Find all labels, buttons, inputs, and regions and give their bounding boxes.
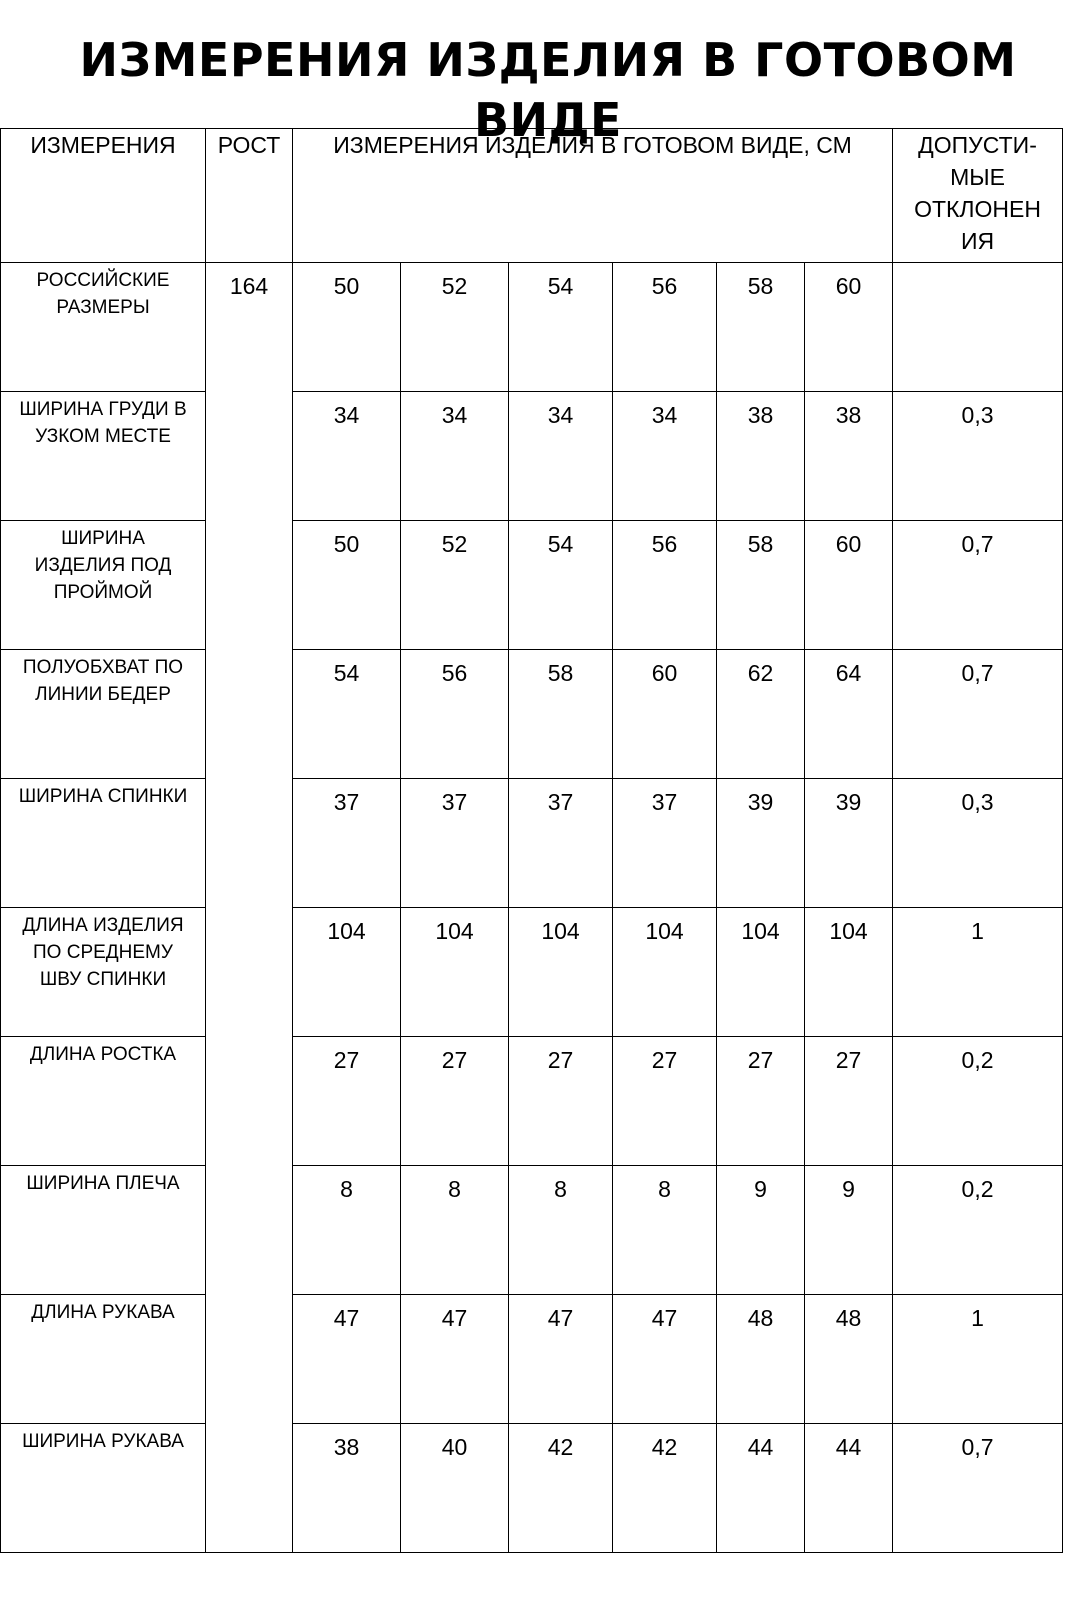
size-value: 39 [717, 779, 805, 908]
size-value: 54 [509, 521, 613, 650]
measurement-label [1, 1295, 206, 1424]
size-value: 37 [401, 779, 509, 908]
table-row [1, 263, 1063, 392]
measurement-label [1, 908, 206, 1037]
height-value: 164 [206, 263, 293, 1553]
size-value: 56 [401, 650, 509, 779]
header-measurements: ИЗМЕРЕНИЯ [1, 129, 206, 263]
size-value: 27 [401, 1037, 509, 1166]
measurement-label [1, 1037, 206, 1166]
size-value: 9 [805, 1166, 893, 1295]
size-value: 48 [805, 1295, 893, 1424]
header-deviation [893, 129, 1063, 263]
header-finished-measurements: ИЗМЕРЕНИЯ ИЗДЕЛИЯ В ГОТОВОМ ВИДЕ, СМ [293, 129, 893, 263]
size-value: 52 [401, 521, 509, 650]
size-value: 47 [401, 1295, 509, 1424]
header-row [1, 129, 1063, 263]
measurement-label-line: ПОЛУОБХВАТ ПО [22, 657, 184, 678]
size-value: 60 [805, 263, 893, 392]
size-value: 44 [717, 1424, 805, 1553]
size-value: 40 [401, 1424, 509, 1553]
size-table [0, 128, 1063, 1553]
size-value: 52 [401, 263, 509, 392]
tolerance-value [893, 263, 1063, 392]
size-value: 104 [613, 908, 717, 1037]
measurement-label [1, 1166, 206, 1295]
tolerance-value: 1 [893, 1295, 1063, 1424]
size-value: 104 [401, 908, 509, 1037]
size-value: 34 [509, 392, 613, 521]
size-value: 58 [717, 263, 805, 392]
size-value: 58 [509, 650, 613, 779]
size-value: 60 [613, 650, 717, 779]
header-deviation-line: МЫЕ [950, 164, 1005, 190]
size-value: 48 [717, 1295, 805, 1424]
size-value: 56 [613, 521, 717, 650]
table-row [1, 908, 1063, 1037]
tolerance-value: 0,7 [893, 521, 1063, 650]
size-value: 54 [509, 263, 613, 392]
tolerance-value: 0,2 [893, 1166, 1063, 1295]
measurement-label-line: ДЛИНА РУКАВА [31, 1302, 175, 1323]
size-value: 27 [293, 1037, 401, 1166]
tolerance-value: 0,7 [893, 1424, 1063, 1553]
size-value: 8 [509, 1166, 613, 1295]
tolerance-value: 0,7 [893, 650, 1063, 779]
size-value: 39 [805, 779, 893, 908]
measurement-label-line: ПО СРЕДНЕМУ [33, 942, 173, 963]
measurement-label [1, 650, 206, 779]
table-row [1, 1037, 1063, 1166]
size-value: 104 [293, 908, 401, 1037]
table-row [1, 521, 1063, 650]
table-row [1, 1166, 1063, 1295]
size-value: 104 [509, 908, 613, 1037]
size-value: 42 [613, 1424, 717, 1553]
tolerance-value: 0,3 [893, 392, 1063, 521]
size-value: 42 [509, 1424, 613, 1553]
measurement-label-line: ШИРИНА ПЛЕЧА [26, 1173, 180, 1194]
size-value: 47 [613, 1295, 717, 1424]
size-value: 58 [717, 521, 805, 650]
size-value: 37 [293, 779, 401, 908]
table-row [1, 1424, 1063, 1553]
measurement-label-line: УЗКОМ МЕСТЕ [35, 426, 171, 447]
size-value: 64 [805, 650, 893, 779]
measurement-label-line: ПРОЙМОЙ [53, 582, 153, 603]
measurement-label-line: ШВУ СПИНКИ [39, 969, 167, 990]
size-value: 104 [717, 908, 805, 1037]
header-deviation-line: ДОПУСТИ- [918, 132, 1037, 158]
table-row [1, 779, 1063, 908]
size-value: 38 [805, 392, 893, 521]
size-value: 27 [509, 1037, 613, 1166]
size-value: 34 [401, 392, 509, 521]
size-value: 62 [717, 650, 805, 779]
measurement-label-line: ШИРИНА ГРУДИ В [19, 399, 187, 420]
size-value: 9 [717, 1166, 805, 1295]
measurement-label-line: ДЛИНА ИЗДЕЛИЯ [22, 915, 184, 936]
measurement-label-line: ИЗДЕЛИЯ ПОД [34, 555, 172, 576]
measurement-label-line: ДЛИНА РОСТКА [29, 1044, 177, 1065]
table-row [1, 1295, 1063, 1424]
size-value: 8 [293, 1166, 401, 1295]
measurement-label [1, 521, 206, 650]
size-value: 37 [509, 779, 613, 908]
size-value: 54 [293, 650, 401, 779]
tolerance-value: 0,3 [893, 779, 1063, 908]
size-value: 50 [293, 521, 401, 650]
size-value: 8 [401, 1166, 509, 1295]
measurement-label-line: РОССИЙСКИЕ [36, 270, 170, 291]
size-value: 60 [805, 521, 893, 650]
size-value: 27 [613, 1037, 717, 1166]
measurement-label [1, 779, 206, 908]
tolerance-value: 0,2 [893, 1037, 1063, 1166]
size-value: 56 [613, 263, 717, 392]
measurement-label-line: РАЗМЕРЫ [56, 297, 150, 318]
size-value: 34 [293, 392, 401, 521]
size-value: 37 [613, 779, 717, 908]
table-row [1, 392, 1063, 521]
measurement-label-line: ШИРИНА СПИНКИ [18, 786, 188, 807]
table-row [1, 650, 1063, 779]
page-title: ИЗМЕРЕНИЯ ИЗДЕЛИЯ В ГОТОВОМ ВИДЕ [79, 33, 1017, 147]
size-value: 34 [613, 392, 717, 521]
measurement-label-line: ШИРИНА [61, 528, 145, 549]
header-deviation-line: ОТКЛОНЕН [914, 196, 1041, 222]
size-value: 8 [613, 1166, 717, 1295]
size-value: 47 [509, 1295, 613, 1424]
measurement-label [1, 1424, 206, 1553]
size-value: 50 [293, 263, 401, 392]
measurement-label [1, 263, 206, 392]
size-value: 38 [717, 392, 805, 521]
size-value: 104 [805, 908, 893, 1037]
tolerance-value: 1 [893, 908, 1063, 1037]
size-value: 38 [293, 1424, 401, 1553]
measurement-label-line: ЛИНИИ БЕДЕР [35, 684, 171, 705]
size-value: 44 [805, 1424, 893, 1553]
size-value: 27 [805, 1037, 893, 1166]
size-value: 47 [293, 1295, 401, 1424]
header-height: РОСТ [206, 129, 293, 263]
measurement-label-line: ШИРИНА РУКАВА [22, 1431, 184, 1452]
size-value: 27 [717, 1037, 805, 1166]
measurement-label [1, 392, 206, 521]
header-deviation-line: ИЯ [960, 228, 995, 254]
